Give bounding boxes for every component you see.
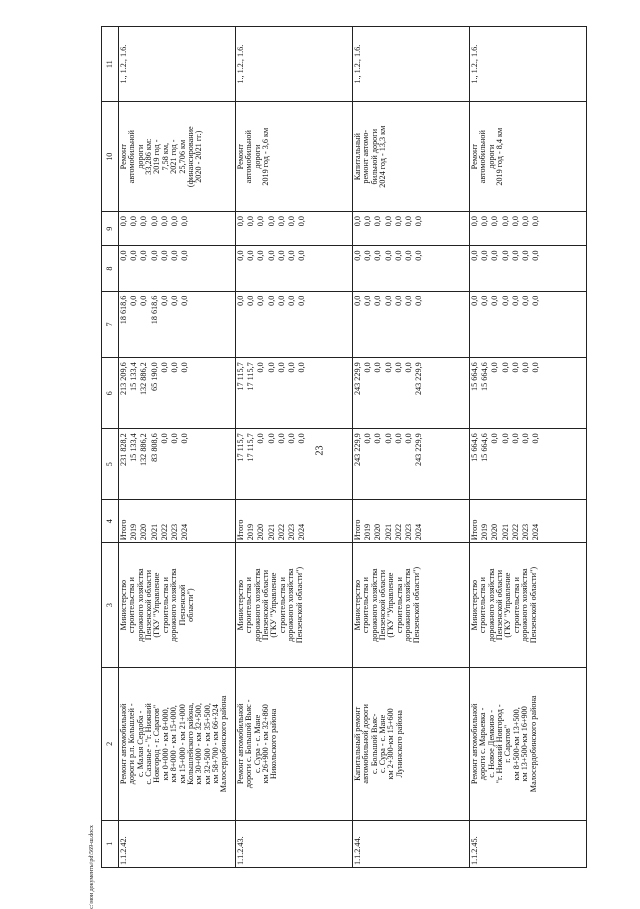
other-sources — [236, 212, 353, 246]
federal-budget-value: 0,0 — [353, 295, 362, 306]
total-funding-list — [237, 433, 308, 497]
local-budget-value: 0,0 — [363, 250, 373, 261]
other-sources-value: 0,0 — [510, 216, 520, 227]
period-value: 2024 — [297, 523, 307, 541]
total-funding-value: 0,0 — [373, 433, 383, 444]
other-sources-value: 0,0 — [169, 216, 179, 227]
local-budget-value: 0,0 — [490, 250, 500, 261]
total-funding — [119, 429, 236, 500]
regional-budget-value: 17 115,7 — [236, 362, 245, 391]
local-budget-value: 0,0 — [353, 250, 362, 261]
total-funding-value: 243 229,9 — [353, 433, 362, 466]
federal-budget-value: 0,0 — [383, 295, 393, 306]
local-budget-value: 0,0 — [531, 250, 541, 261]
total-funding-value: 17 115,7 — [246, 433, 256, 462]
footer-path-text: c:\мои документы\pd\569-ш.docx — [89, 825, 95, 909]
period-value: 2023 — [403, 523, 413, 541]
total-funding-list — [120, 433, 191, 497]
regional-budget — [236, 358, 353, 429]
regional-budget-value: 0,0 — [286, 362, 296, 373]
column-header-5: 5 — [102, 429, 119, 500]
total-funding-value: 0,0 — [531, 433, 541, 444]
other-sources-value: 0,0 — [139, 216, 149, 227]
federal-budget-value: 0,0 — [470, 295, 479, 306]
table-row — [236, 27, 353, 868]
other-sources-value: 0,0 — [500, 216, 510, 227]
other-sources-value: 0,0 — [373, 216, 383, 227]
table-row — [470, 27, 587, 868]
other-sources-list — [354, 216, 425, 243]
period — [236, 500, 353, 543]
regional-budget-value: 65 190,0 — [149, 362, 159, 391]
local-budget — [353, 246, 470, 291]
indicator-link: 1., 1.2., 1.6. — [236, 27, 353, 102]
total-funding-value: 17 115,7 — [236, 433, 245, 462]
other-sources-value: 0,0 — [297, 216, 307, 227]
federal-budget-value: 0,0 — [286, 295, 296, 306]
indicator-link: 1., 1.2., 1.6. — [119, 27, 236, 102]
regional-budget-list — [120, 362, 191, 426]
expected-result: Ремонт автомобильной дороги 33,286 км: 2019 год - 7,58 км, 2021 год - 25,706 км (финансирование 2020 - 2021 гг.) — [119, 102, 236, 212]
local-budget-value: 0,0 — [373, 250, 383, 261]
federal-budget-value: 0,0 — [297, 295, 307, 306]
federal-budget-value: 0,0 — [403, 295, 413, 306]
federal-budget-value: 0,0 — [393, 295, 403, 306]
regional-budget-value: 0,0 — [266, 362, 276, 373]
regional-budget-list — [471, 362, 542, 426]
period-value: 2021 — [500, 523, 510, 541]
other-sources-value: 0,0 — [490, 216, 500, 227]
item-number: 1.1.2.43. — [236, 820, 353, 867]
expected-result: Капитальный ремонт автомо- бильной дороги 2024 год - 13,3 км — [353, 102, 470, 212]
regional-budget-value: 213 209,6 — [119, 362, 128, 396]
other-sources-value: 0,0 — [256, 216, 266, 227]
other-sources-value: 0,0 — [383, 216, 393, 227]
total-funding-value: 0,0 — [256, 433, 266, 444]
federal-budget-value: 0,0 — [500, 295, 510, 306]
local-budget-list — [471, 250, 542, 288]
column-header-1: 1 — [102, 820, 119, 867]
other-sources — [353, 212, 470, 246]
local-budget-value: 0,0 — [119, 250, 128, 261]
table-row — [353, 27, 470, 868]
period-value: 2019 — [129, 523, 139, 541]
federal-budget — [119, 291, 236, 358]
total-funding-value: 0,0 — [159, 433, 169, 444]
other-sources-value: 0,0 — [276, 216, 286, 227]
federal-budget-value: 0,0 — [276, 295, 286, 306]
regional-budget-value: 0,0 — [363, 362, 373, 373]
total-funding-value: 0,0 — [510, 433, 520, 444]
regional-budget-value: 0,0 — [531, 362, 541, 373]
federal-budget-list — [354, 296, 425, 356]
federal-budget-value: 0,0 — [180, 295, 190, 306]
regional-budget-value: 15 133,4 — [129, 362, 139, 391]
total-funding-value: 0,0 — [169, 433, 179, 444]
period-value: Итого — [119, 519, 128, 541]
period-value: 2024 — [180, 523, 190, 541]
federal-budget — [353, 291, 470, 358]
measure-name: Ремонт автомобильной дороги р.п. Кольшлей - с. Малая Сердоба - с. Сазанье - "г. Нижний Новгород - г. Саратов" км 0+000 - км 8+000, км 8+000 - км 15+000, км 15+000 - км 21+000 Кольшлейского района, км 30+000 - км 32+500, км 32+500 - км 35+500, км 58+700 - км 66+324 Малосердобинского района — [119, 667, 236, 820]
period-value: 2020 — [139, 523, 149, 541]
local-budget-value: 0,0 — [159, 250, 169, 261]
regional-budget — [470, 358, 587, 429]
rotated-table-wrapper — [101, 26, 580, 868]
federal-budget-value: 0,0 — [129, 295, 139, 306]
other-sources-value: 0,0 — [520, 216, 530, 227]
period-list — [354, 502, 425, 540]
total-funding-value: 15 664,6 — [480, 433, 490, 462]
table-frame — [101, 26, 580, 868]
federal-budget-value: 0,0 — [520, 295, 530, 306]
measure-name: Ремонт автомобильной дороги с. Большой Вьяс - с. Сура - с. Мане км 26+900 - км 32+860 Никольского района — [236, 667, 353, 820]
page-number: 23 — [314, 445, 326, 456]
regional-budget-value: 0,0 — [159, 362, 169, 373]
executor: Министерство строительства и дорожного хозяйства Пензенской области (ГКУ "Управление строительства и дорожного хозяйства Пензенской области") — [353, 543, 470, 668]
federal-budget-value: 0,0 — [246, 295, 256, 306]
expected-result: Ремонт автомобильной дороги 2019 год - 8,4 км — [470, 102, 587, 212]
other-sources-value: 0,0 — [180, 216, 190, 227]
period-value: 2024 — [414, 523, 424, 541]
regional-budget-value: 0,0 — [490, 362, 500, 373]
period-value: 2024 — [531, 523, 541, 541]
regional-budget-value: 0,0 — [520, 362, 530, 373]
federal-budget-value: 18 618,6 — [119, 295, 128, 325]
other-sources-value: 0,0 — [266, 216, 276, 227]
period — [119, 500, 236, 543]
other-sources-value: 0,0 — [286, 216, 296, 227]
period — [353, 500, 470, 543]
federal-budget-list — [120, 296, 191, 356]
local-budget-value: 0,0 — [480, 250, 490, 261]
total-funding — [470, 429, 587, 500]
total-funding-value: 0,0 — [180, 433, 190, 444]
regional-budget-value: 0,0 — [403, 362, 413, 373]
local-budget-value: 0,0 — [256, 250, 266, 261]
total-funding-list — [471, 433, 542, 497]
total-funding-value: 231 828,2 — [119, 433, 128, 466]
regional-budget-value: 243 229,9 — [414, 362, 424, 396]
total-funding-value: 0,0 — [500, 433, 510, 444]
local-budget-value: 0,0 — [297, 250, 307, 261]
regional-budget-value: 243 229,9 — [353, 362, 362, 396]
column-header-6: 6 — [102, 358, 119, 429]
federal-budget-value: 18 618,6 — [149, 295, 159, 325]
measure-name: Капитальный ремонт автомобильной дороги с. Большой Вьяс- с. Сура - с. Мане км 2+300-км 15+600 Лунинского района — [353, 667, 470, 820]
indicator-link: 1., 1.2., 1.6. — [353, 27, 470, 102]
period-value: 2022 — [510, 523, 520, 541]
footer-path — [89, 825, 102, 909]
executor: Министерство строительства и дорожного хозяйства Пензенской области (ГКУ "Управление строительства и дорожного хозяйства Пензенской области") — [236, 543, 353, 668]
local-budget-list — [120, 250, 191, 288]
column-header-10: 10 — [102, 102, 119, 212]
other-sources-value: 0,0 — [363, 216, 373, 227]
regional-budget-value: 15 664,6 — [480, 362, 490, 391]
total-funding-value: 0,0 — [297, 433, 307, 444]
header-row — [102, 27, 119, 868]
total-funding-value: 15 133,4 — [129, 433, 139, 462]
regional-budget-value: 0,0 — [500, 362, 510, 373]
total-funding-value: 0,0 — [383, 433, 393, 444]
executor: Министерство строительства и дорожного хозяйства Пензенской области (ГКУ "Управление строительства и дорожного хозяйства Пензенской области") — [470, 543, 587, 668]
other-sources-value: 0,0 — [159, 216, 169, 227]
regional-budget-value: 132 886,2 — [139, 362, 149, 396]
regional-budget-value: 0,0 — [180, 362, 190, 373]
federal-budget-value: 0,0 — [531, 295, 541, 306]
regional-budget-value: 15 664,6 — [470, 362, 479, 391]
local-budget-value: 0,0 — [180, 250, 190, 261]
period-value: 2023 — [520, 523, 530, 541]
other-sources-value: 0,0 — [480, 216, 490, 227]
local-budget-value: 0,0 — [246, 250, 256, 261]
local-budget-list — [354, 250, 425, 288]
federal-budget-value: 0,0 — [490, 295, 500, 306]
column-header-3: 3 — [102, 543, 119, 668]
regional-budget — [353, 358, 470, 429]
regional-budget-value: 0,0 — [383, 362, 393, 373]
total-funding-value: 0,0 — [490, 433, 500, 444]
local-budget-value: 0,0 — [470, 250, 479, 261]
regional-budget-value: 0,0 — [373, 362, 383, 373]
federal-budget-value: 0,0 — [266, 295, 276, 306]
local-budget-value: 0,0 — [129, 250, 139, 261]
local-budget-value: 0,0 — [520, 250, 530, 261]
other-sources-value: 0,0 — [129, 216, 139, 227]
other-sources-list — [120, 216, 191, 243]
other-sources-value: 0,0 — [403, 216, 413, 227]
regional-budget-value: 0,0 — [256, 362, 266, 373]
program-table — [101, 26, 587, 868]
other-sources-value: 0,0 — [531, 216, 541, 227]
executor: Министерство строительства и дорожного хозяйства Пензенской области (ГКУ "Управление строительства и дорожного хозяйства Пензенской области") — [119, 543, 236, 668]
period-value: 2023 — [169, 523, 179, 541]
total-funding-value: 0,0 — [403, 433, 413, 444]
period-value: Итого — [470, 519, 479, 541]
federal-budget-list — [237, 296, 308, 356]
item-number: 1.1.2.44. — [353, 820, 470, 867]
federal-budget-value: 0,0 — [414, 295, 424, 306]
federal-budget-value: 0,0 — [169, 295, 179, 306]
column-header-2: 2 — [102, 667, 119, 820]
regional-budget-list — [354, 362, 425, 426]
local-budget-value: 0,0 — [169, 250, 179, 261]
regional-budget-value: 0,0 — [393, 362, 403, 373]
federal-budget-list — [471, 296, 542, 356]
indicator-link: 1., 1.2., 1.6. — [470, 27, 587, 102]
period-value: 2021 — [383, 523, 393, 541]
expected-result: Ремонт автомобильной дороги 2019 год - 3,6 км — [236, 102, 353, 212]
other-sources-list — [471, 216, 542, 243]
total-funding-value: 0,0 — [266, 433, 276, 444]
total-funding-value: 15 664,6 — [470, 433, 479, 462]
total-funding — [236, 429, 353, 500]
local-budget-value: 0,0 — [139, 250, 149, 261]
total-funding-value: 0,0 — [520, 433, 530, 444]
local-budget-value: 0,0 — [393, 250, 403, 261]
period-value: 2022 — [159, 523, 169, 541]
total-funding-value: 83 808,6 — [149, 433, 159, 462]
regional-budget-value: 0,0 — [510, 362, 520, 373]
period-list — [120, 502, 191, 540]
total-funding-list — [354, 433, 425, 497]
column-header-9: 9 — [102, 212, 119, 246]
column-header-11: 11 — [102, 27, 119, 102]
period-value: 2020 — [490, 523, 500, 541]
total-funding — [353, 429, 470, 500]
federal-budget — [236, 291, 353, 358]
federal-budget-value: 0,0 — [139, 295, 149, 306]
period-value: 2020 — [373, 523, 383, 541]
federal-budget-value: 0,0 — [510, 295, 520, 306]
federal-budget-value: 0,0 — [159, 295, 169, 306]
local-budget — [470, 246, 587, 291]
local-budget — [119, 246, 236, 291]
regional-budget-value: 0,0 — [297, 362, 307, 373]
local-budget-value: 0,0 — [236, 250, 245, 261]
local-budget-value: 0,0 — [403, 250, 413, 261]
local-budget — [236, 246, 353, 291]
local-budget-value: 0,0 — [266, 250, 276, 261]
federal-budget-value: 0,0 — [256, 295, 266, 306]
other-sources-list — [237, 216, 308, 243]
column-header-8: 8 — [102, 246, 119, 291]
item-number: 1.1.2.42. — [119, 820, 236, 867]
regional-budget-list — [237, 362, 308, 426]
local-budget-value: 0,0 — [276, 250, 286, 261]
local-budget-value: 0,0 — [383, 250, 393, 261]
other-sources — [119, 212, 236, 246]
other-sources-value: 0,0 — [414, 216, 424, 227]
federal-budget-value: 0,0 — [236, 295, 245, 306]
regional-budget-value: 17 115,7 — [246, 362, 256, 391]
regional-budget-value: 0,0 — [276, 362, 286, 373]
local-budget-value: 0,0 — [510, 250, 520, 261]
other-sources-value: 0,0 — [353, 216, 362, 227]
local-budget-value: 0,0 — [414, 250, 424, 261]
period — [470, 500, 587, 543]
item-number: 1.1.2.45. — [470, 820, 587, 867]
total-funding-value: 0,0 — [393, 433, 403, 444]
total-funding-value: 0,0 — [363, 433, 373, 444]
table-row — [119, 27, 236, 868]
period-value: Итого — [353, 519, 362, 541]
measure-name: Ремонт автомобильной дороги с. Марьевка - с. Новое Демкино - "г. Нижний Новгород - г. Саратов" км 8+500-км 13+500, км 13+500-км 16+900 Малосердобинского района — [470, 667, 587, 820]
other-sources-value: 0,0 — [236, 216, 245, 227]
other-sources — [470, 212, 587, 246]
other-sources-value: 0,0 — [246, 216, 256, 227]
local-budget-value: 0,0 — [286, 250, 296, 261]
local-budget-value: 0,0 — [149, 250, 159, 261]
period-value: 2019 — [480, 523, 490, 541]
other-sources-value: 0,0 — [149, 216, 159, 227]
other-sources-value: 0,0 — [119, 216, 128, 227]
period-value: 2021 — [266, 523, 276, 541]
total-funding-value: 132 886,2 — [139, 433, 149, 466]
period-value: 2022 — [393, 523, 403, 541]
local-budget-value: 0,0 — [500, 250, 510, 261]
total-funding-value: 0,0 — [286, 433, 296, 444]
period-value: 2022 — [276, 523, 286, 541]
period-value: 2023 — [286, 523, 296, 541]
federal-budget-value: 0,0 — [373, 295, 383, 306]
local-budget-list — [237, 250, 308, 288]
period-list — [471, 502, 542, 540]
column-header-7: 7 — [102, 291, 119, 358]
period-value: Итого — [236, 519, 245, 541]
other-sources-value: 0,0 — [393, 216, 403, 227]
period-value: 2019 — [246, 523, 256, 541]
period-value: 2019 — [363, 523, 373, 541]
period-list — [237, 502, 308, 540]
total-funding-value: 0,0 — [276, 433, 286, 444]
regional-budget — [119, 358, 236, 429]
federal-budget-value: 0,0 — [480, 295, 490, 306]
federal-budget — [470, 291, 587, 358]
period-value: 2020 — [256, 523, 266, 541]
total-funding-value: 243 229,9 — [414, 433, 424, 466]
other-sources-value: 0,0 — [470, 216, 479, 227]
column-header-4: 4 — [102, 500, 119, 543]
period-value: 2021 — [149, 523, 159, 541]
regional-budget-value: 0,0 — [169, 362, 179, 373]
federal-budget-value: 0,0 — [363, 295, 373, 306]
